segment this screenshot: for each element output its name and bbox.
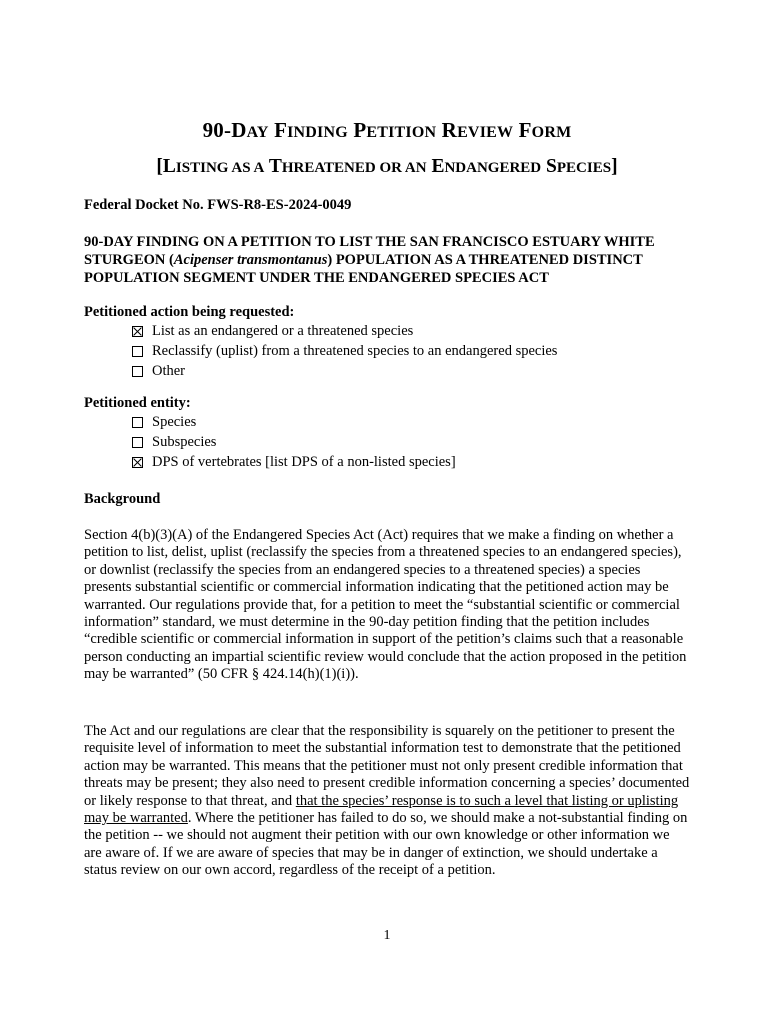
option-list-endangered[interactable]: List as an endangered or a threatened species [132,323,413,340]
option-subspecies[interactable]: Subspecies [132,434,216,451]
checkbox-icon[interactable] [132,437,143,448]
option-reclassify-uplist[interactable]: Reclassify (uplist) from a threatened species to an endangered species [132,343,557,360]
finding-heading: 90-DAY FINDING ON A PETITION TO LIST THE SAN FRANCISCO ESTUARY WHITE STURGEON (Acipenser transmontanus) POPULATION AS A THREATENED DISTINCT POPULATION SEGMENT UNDER THE ENDANGERED SPECIES ACT [84,234,655,286]
checkbox-icon[interactable] [132,366,143,377]
checkbox-icon[interactable] [132,417,143,428]
form-title: 90-DAY FINDING PETITION REVIEW FORM [202,118,572,142]
option-other[interactable]: Other [132,363,185,380]
background-heading: Background [84,491,161,507]
petitioned-action-label: Petitioned action being requested: [84,304,295,320]
checkbox-icon[interactable] [132,346,143,357]
form-subtitle: [LISTING AS A THREATENED OR AN ENDANGERED SPECIES] [156,156,618,177]
checkbox-icon[interactable] [132,326,143,337]
background-paragraph-2: The Act and our regulations are clear that the responsibility is squarely on the petitioner to present the requisite level of information to meet the substantial information test to demonstrate that the petitioned action may be warranted. This means that the petitioner must not only present credible information that threats may be present; they also need to present credible information concerning a species’ documented or likely response to that threat, and that the species’ response is to such a level that listing or uplisting may be warranted. Where the petitioner has failed to do so, we should make a not-substantial finding on the petition -- we should not augment their petition with our own knowledge or other information we are aware of. If we are aware of species that may be in danger of extinction, we should undertake a status review on our own accord, regardless of the receipt of a petition. [84,723,690,879]
option-species[interactable]: Species [132,414,196,431]
page-number: 1 [383,928,391,943]
underlined-text: that the species’ response is to such a level that listing or uplisting may be warranted [84,792,679,827]
option-dps-vertebrates[interactable]: DPS of vertebrates [list DPS of a non-listed species] [132,454,456,471]
background-paragraph-1: Section 4(b)(3)(A) of the Endangered Species Act (Act) requires that we make a finding on whether a petition to list, delist, uplist (reclassify the species from a threatened species to an endangered species), or downlist (reclassify the species from an endangered species to a threatened species) a species presents substantial scientific or commercial information indicating that the petitioned action may be warranted. Our regulations provide that, for a petition to meet the “substantial scientific or commercial information” standard, we must determine in the 90-day petition finding that the petition includes “credible scientific or commercial information in support of the petition’s claims such that a reasonable person conducting an impartial scientific review would conclude that the action proposed in the petition may be warranted” (50 CFR § 424.14(h)(1)(i)). [84,527,687,683]
petitioned-entity-label: Petitioned entity: [84,395,191,411]
docket-number: Federal Docket No. FWS-R8-ES-2024-0049 [84,197,352,213]
checkbox-icon[interactable] [132,457,143,468]
